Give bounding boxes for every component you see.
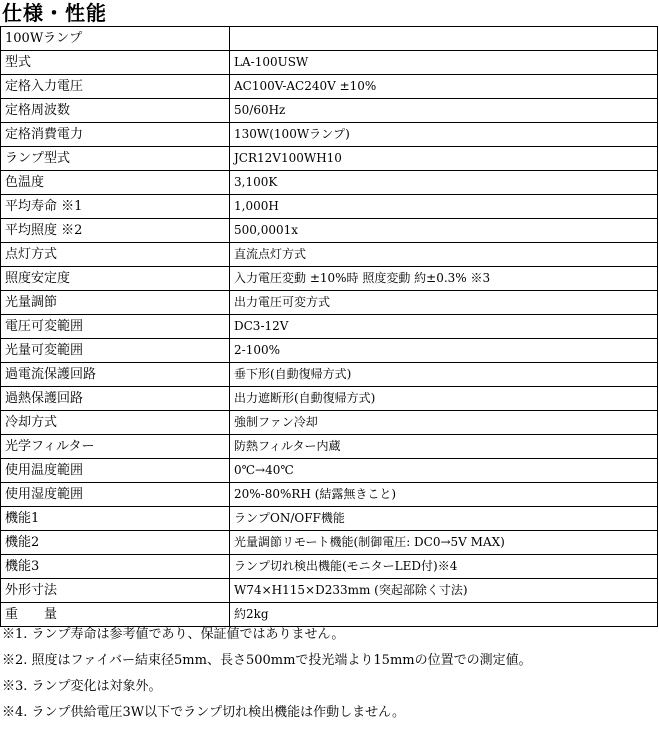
- spec-value: 130W(100Wランプ): [230, 123, 658, 147]
- spec-row: [1, 219, 658, 243]
- spec-table: [0, 26, 658, 627]
- spec-value: 3,100K: [230, 171, 658, 195]
- spec-row: [1, 123, 658, 147]
- footnote-2: ※2. 照度はファイバー結束径5mm、長さ500mmで投光端より15mmの位置での測定値。: [2, 653, 532, 668]
- spec-row: [1, 483, 658, 507]
- spec-label: 過電流保護回路: [1, 363, 230, 387]
- spec-value: 垂下形(自動復帰方式): [230, 363, 658, 387]
- spec-row: [1, 315, 658, 339]
- spec-value: W74×H115×D233mm (突起部除く寸法): [230, 579, 658, 603]
- spec-row: [1, 387, 658, 411]
- spec-row: [1, 51, 658, 75]
- spec-label: 定格入力電圧: [1, 75, 230, 99]
- spec-label: 点灯方式: [1, 243, 230, 267]
- spec-value: ランプ切れ検出機能(モニターLED付)※4: [230, 555, 658, 579]
- spec-row: [1, 579, 658, 603]
- spec-row: [1, 27, 658, 51]
- spec-label: 使用湿度範囲: [1, 483, 230, 507]
- spec-value: 50/60Hz: [230, 99, 658, 123]
- spec-value: ランプON/OFF機能: [230, 507, 658, 531]
- spec-label: 定格消費電力: [1, 123, 230, 147]
- spec-row: [1, 531, 658, 555]
- spec-value: 0℃→40℃: [230, 459, 658, 483]
- spec-row: [1, 435, 658, 459]
- spec-value: 約2kg: [230, 603, 658, 627]
- spec-label: 重 量: [1, 603, 230, 627]
- spec-value: 出力遮断形(自動復帰方式): [230, 387, 658, 411]
- spec-label: 色温度: [1, 171, 230, 195]
- spec-row: [1, 339, 658, 363]
- spec-value: AC100V-AC240V ±10%: [230, 75, 658, 99]
- spec-label: 平均寿命 ※1: [1, 195, 230, 219]
- spec-value: 強制ファン冷却: [230, 411, 658, 435]
- spec-label: 平均照度 ※2: [1, 219, 230, 243]
- spec-value: JCR12V100WH10: [230, 147, 658, 171]
- spec-value: [230, 27, 658, 51]
- spec-label: 光学フィルター: [1, 435, 230, 459]
- spec-label: 光量可変範囲: [1, 339, 230, 363]
- spec-value: 2-100%: [230, 339, 658, 363]
- page-title: 仕様・性能: [2, 1, 107, 25]
- spec-label: 機能1: [1, 507, 230, 531]
- spec-label: ランプ型式: [1, 147, 230, 171]
- spec-row: [1, 555, 658, 579]
- spec-label: 使用温度範囲: [1, 459, 230, 483]
- spec-row: [1, 507, 658, 531]
- spec-value: 1,000H: [230, 195, 658, 219]
- spec-label: 機能2: [1, 531, 230, 555]
- spec-row: [1, 195, 658, 219]
- spec-label: 定格周波数: [1, 99, 230, 123]
- spec-label: 機能3: [1, 555, 230, 579]
- spec-label: 照度安定度: [1, 267, 230, 291]
- spec-row: [1, 291, 658, 315]
- spec-label: 型式: [1, 51, 230, 75]
- spec-value: 直流点灯方式: [230, 243, 658, 267]
- spec-row: [1, 411, 658, 435]
- spec-row: [1, 243, 658, 267]
- footnote-3: ※3. ランプ変化は対象外。: [2, 679, 162, 694]
- spec-label: 冷却方式: [1, 411, 230, 435]
- footnote-1: ※1. ランプ寿命は参考値であり、保証値ではありません。: [2, 627, 345, 642]
- spec-value: 20%-80%RH (結露無きこと): [230, 483, 658, 507]
- spec-table-body: [1, 27, 658, 627]
- spec-label: 外形寸法: [1, 579, 230, 603]
- spec-value: 光量調節リモート機能(制御電圧: DC0→5V MAX): [230, 531, 658, 555]
- spec-value: 出力電圧可変方式: [230, 291, 658, 315]
- spec-value: 500,0001x: [230, 219, 658, 243]
- spec-value: LA-100USW: [230, 51, 658, 75]
- spec-row: [1, 171, 658, 195]
- spec-value: DC3-12V: [230, 315, 658, 339]
- spec-row: [1, 147, 658, 171]
- spec-row: [1, 459, 658, 483]
- spec-label: 電圧可変範囲: [1, 315, 230, 339]
- spec-row: [1, 99, 658, 123]
- spec-value: 入力電圧変動 ±10%時 照度変動 約±0.3% ※3: [230, 267, 658, 291]
- spec-row: [1, 75, 658, 99]
- spec-row: [1, 267, 658, 291]
- footnotes: [0, 622, 659, 726]
- spec-label: 光量調節: [1, 291, 230, 315]
- spec-value: 防熱フィルター内蔵: [230, 435, 658, 459]
- footnote-4: ※4. ランプ供給電圧3W以下でランプ切れ検出機能は作動しません。: [2, 705, 405, 720]
- spec-label: 過熱保護回路: [1, 387, 230, 411]
- spec-row: [1, 363, 658, 387]
- spec-label: 100Wランプ: [1, 27, 230, 51]
